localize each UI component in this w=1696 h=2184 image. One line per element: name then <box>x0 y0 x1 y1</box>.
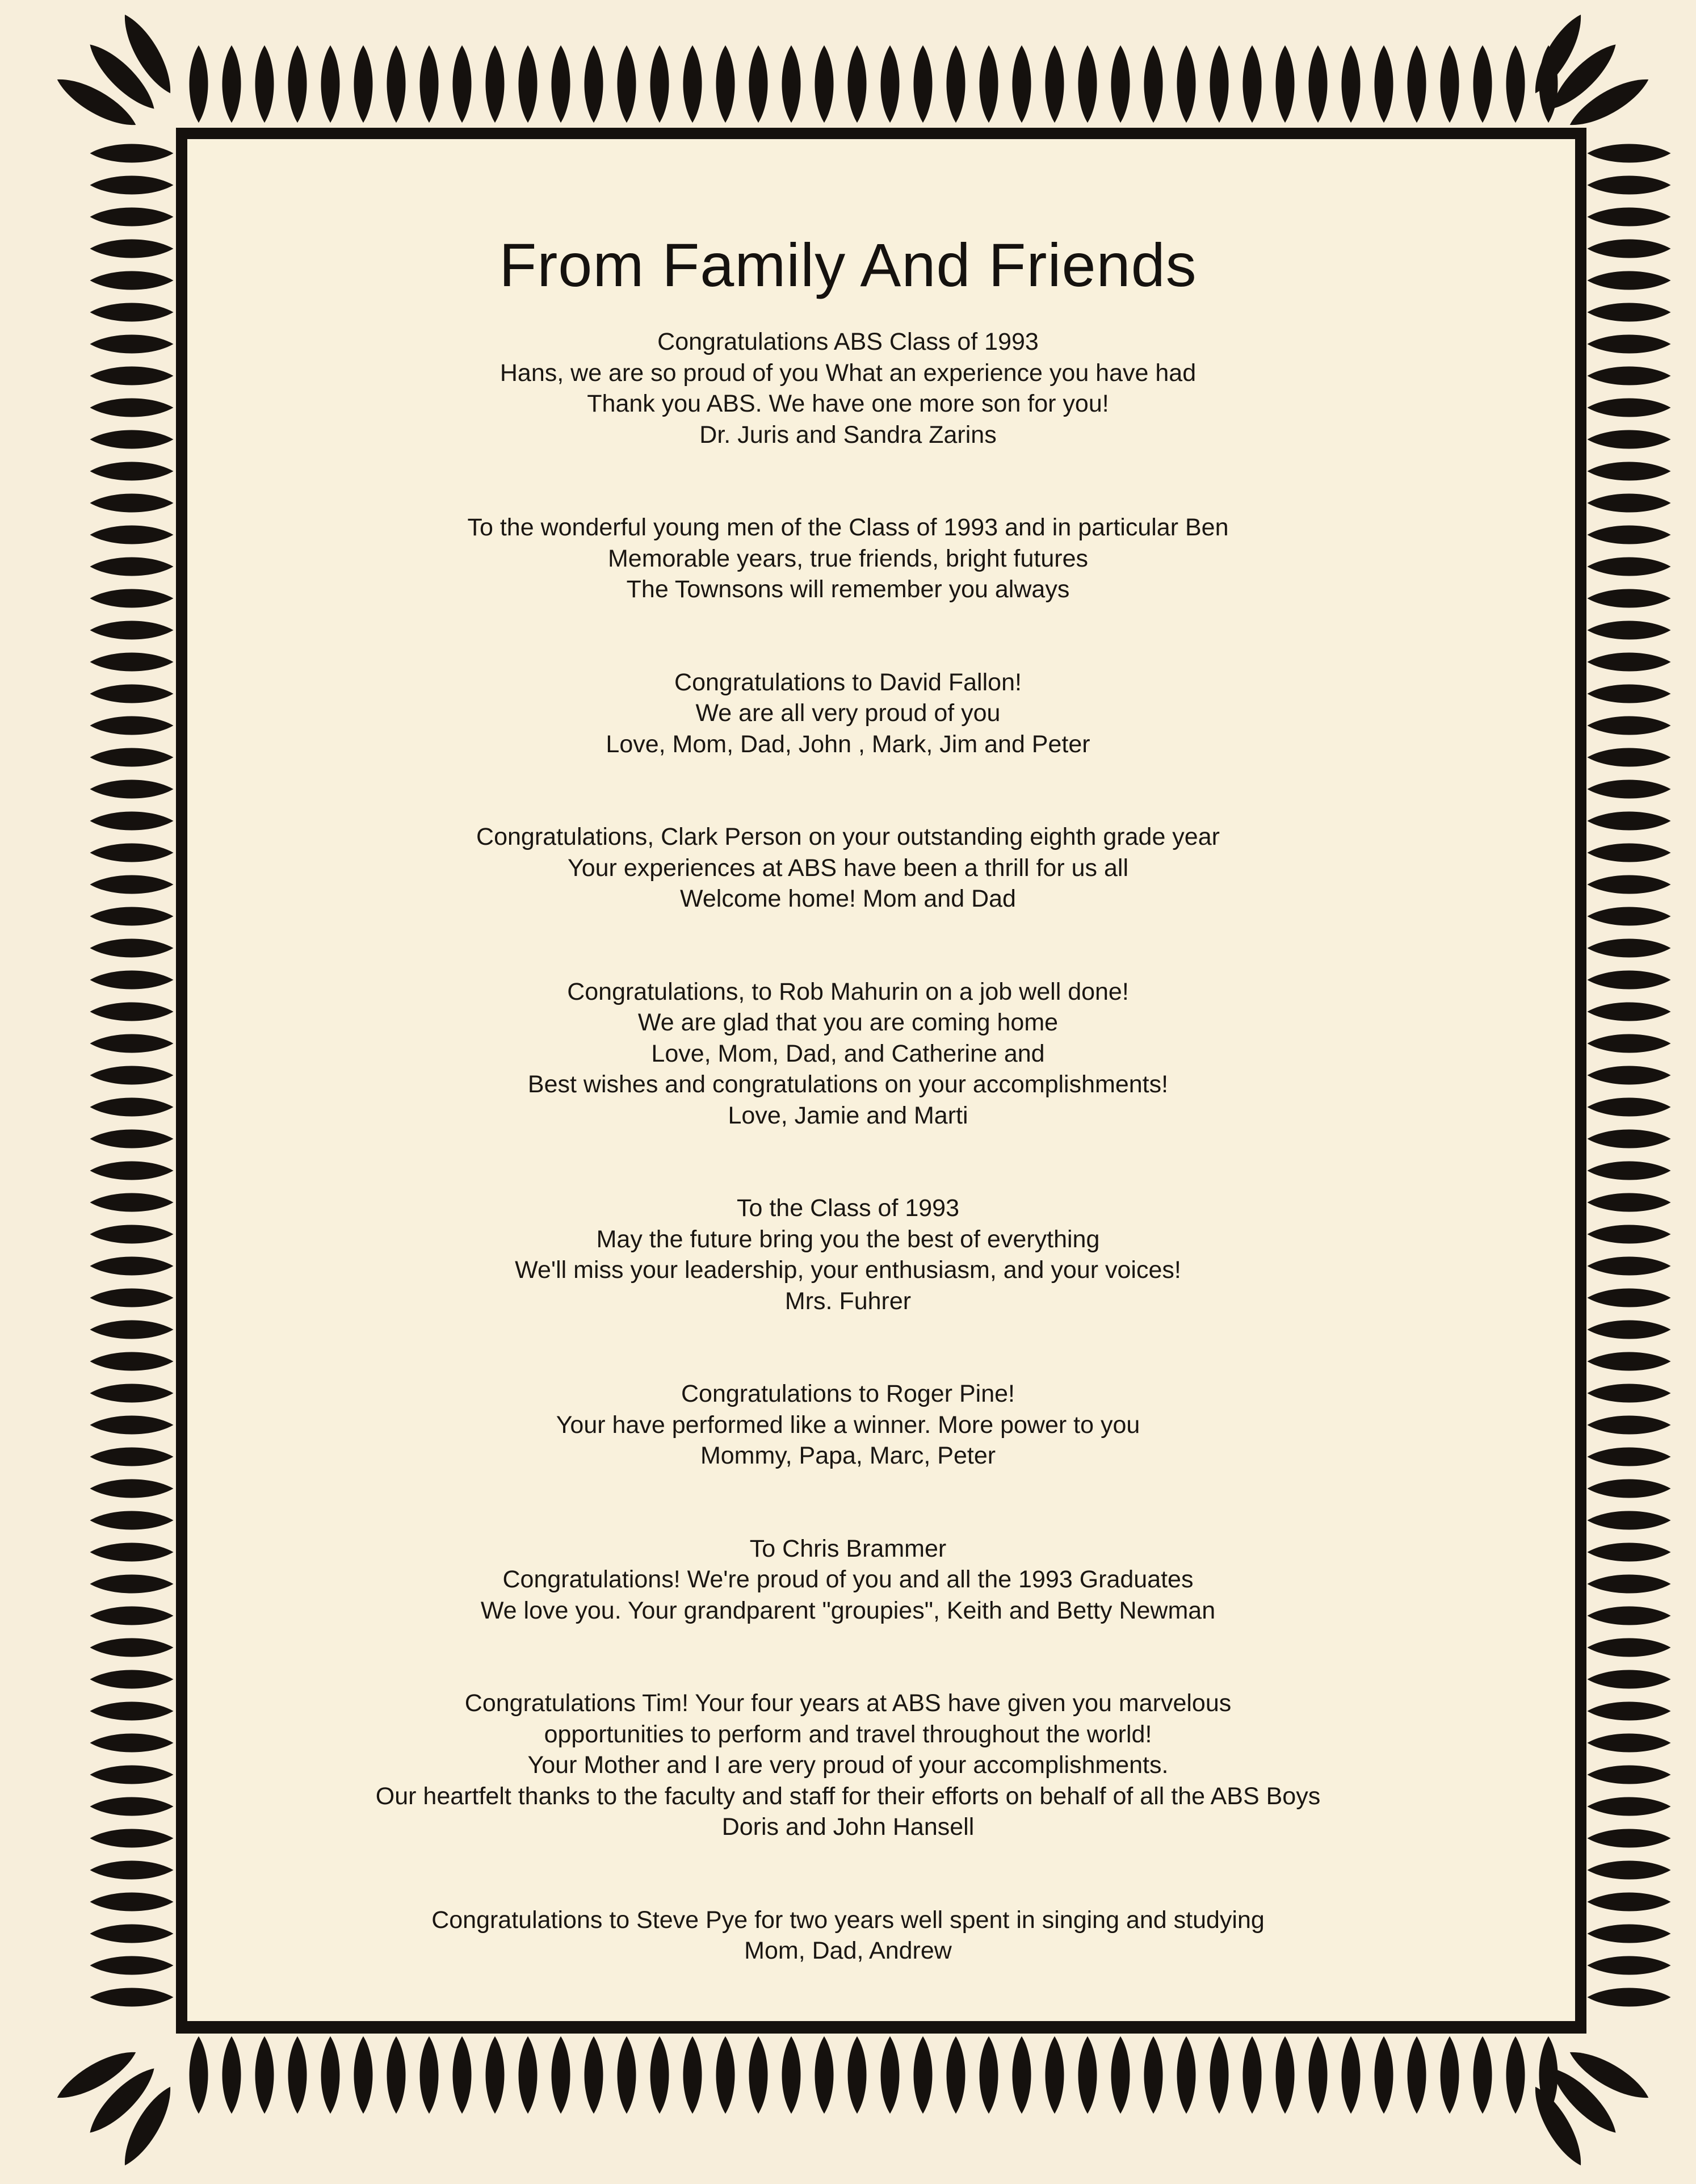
border-leaf <box>1588 1988 1671 2007</box>
border-leaf <box>1078 45 1097 123</box>
message-line: Congratulations! We're proud of you and all the 1993 Graduates <box>502 1566 1194 1593</box>
border-leaf <box>90 1988 174 2007</box>
border-leaf <box>1046 45 1064 123</box>
message-line: Love, Mom, Dad, and Catherine and <box>651 1039 1045 1067</box>
message-line: Hans, we are so proud of you What an experience you have had <box>499 359 1197 387</box>
border-leaf <box>453 45 472 123</box>
message-line: We are all very proud of you <box>695 699 1001 727</box>
border-leaf <box>585 45 603 123</box>
message-line: Love, Mom, Dad, John , Mark, Jim and Peter <box>606 730 1090 758</box>
border-leaf <box>1177 2036 1196 2114</box>
border-leaf <box>223 45 241 123</box>
border-leaf <box>288 45 307 123</box>
border-leaf <box>749 45 768 123</box>
border-leaf <box>980 45 998 123</box>
message-line: Our heartfelt thanks to the faculty and staff for their efforts on behalf of all the ABS Boys <box>375 1782 1321 1810</box>
message-line: Your experiences at ABS have been a thrill for us all <box>567 854 1128 882</box>
border-leaf <box>552 2036 570 2114</box>
message-block <box>0 821 1696 915</box>
border-leaf <box>321 2036 340 2114</box>
border-leaf <box>683 45 702 123</box>
border-leaf <box>223 2036 241 2114</box>
border-leaf <box>1210 45 1229 123</box>
border-leaf <box>190 45 208 123</box>
message-block <box>0 326 1696 450</box>
border-leaf <box>1078 2036 1097 2114</box>
border-leaf <box>618 45 636 123</box>
border-leaf <box>1441 45 1459 123</box>
border-leaf <box>255 2036 274 2114</box>
border-leaf <box>650 2036 669 2114</box>
border-leaf <box>1111 45 1130 123</box>
border-leaf <box>1588 144 1671 163</box>
border-leaf <box>881 45 900 123</box>
border-leaf <box>1309 2036 1328 2114</box>
border-leaf <box>782 2036 801 2114</box>
border-leaf <box>1177 45 1196 123</box>
border-leaf <box>716 2036 735 2114</box>
page-title: From Family And Friends <box>499 230 1197 300</box>
border-leaf <box>90 176 174 195</box>
border-leaf <box>848 45 867 123</box>
message-line: Welcome home! Mom and Dad <box>680 885 1016 912</box>
border-leaf <box>321 45 340 123</box>
border-leaf <box>1144 45 1163 123</box>
border-leaf <box>288 2036 307 2114</box>
message-line: We'll miss your leadership, your enthusiasm, and your voices! <box>515 1256 1181 1284</box>
border-leaf <box>1243 45 1262 123</box>
border-leaf <box>749 2036 768 2114</box>
message-line: To the Class of 1993 <box>736 1194 960 1222</box>
message-block <box>0 1533 1696 1627</box>
border-leaf <box>519 2036 538 2114</box>
border-leaf <box>387 45 406 123</box>
border-leaf <box>1276 2036 1295 2114</box>
message-line: opportunities to perform and travel throughout the world! <box>544 1720 1152 1748</box>
border-leaf <box>848 2036 867 2114</box>
border-leaf <box>420 2036 439 2114</box>
border-leaf <box>387 2036 406 2114</box>
border-leaf <box>90 144 174 163</box>
message-block <box>0 512 1696 605</box>
border-leaf <box>980 2036 998 2114</box>
message-line: Mrs. Fuhrer <box>784 1287 912 1315</box>
border-leaf <box>1013 45 1031 123</box>
border-leaf <box>1473 2036 1492 2114</box>
message-line: Congratulations to David Fallon! <box>674 668 1022 696</box>
border-leaf <box>486 2036 505 2114</box>
message-block <box>0 1688 1696 1843</box>
border-leaf <box>1588 176 1671 195</box>
border-leaf <box>1408 45 1426 123</box>
border-leaf <box>255 45 274 123</box>
border-leaf <box>1408 2036 1426 2114</box>
border-leaf <box>453 2036 472 2114</box>
message-line: Memorable years, true friends, bright futures <box>607 544 1089 572</box>
message-line: Congratulations Tim! Your four years at ABS have given you marvelous <box>464 1690 1232 1717</box>
border-leaf <box>914 45 933 123</box>
border-leaf <box>90 208 174 227</box>
border-leaf <box>1342 2036 1361 2114</box>
message-line: Congratulations ABS Class of 1993 <box>657 328 1039 355</box>
message-line: May the future bring you the best of everything <box>596 1225 1100 1253</box>
message-line: Doris and John Hansell <box>721 1813 975 1841</box>
message-block <box>0 667 1696 760</box>
border-leaf <box>1144 2036 1163 2114</box>
border-leaf <box>1342 45 1361 123</box>
message-block <box>0 1193 1696 1317</box>
message-line: Congratulations, Clark Person on your outstanding eighth grade year <box>476 823 1220 850</box>
border-leaf <box>1506 45 1525 123</box>
message-line: Mommy, Papa, Marc, Peter <box>700 1442 996 1469</box>
border-leaf <box>486 45 505 123</box>
border-leaf <box>1588 303 1671 322</box>
message-block <box>0 1905 1696 1967</box>
border-leaf <box>519 45 538 123</box>
border-leaf <box>552 45 570 123</box>
border-leaf <box>90 303 174 322</box>
border-leaf <box>354 45 373 123</box>
message-line: The Townsons will remember you always <box>626 576 1070 603</box>
border-leaf <box>1441 2036 1459 2114</box>
border-band <box>176 2021 1586 2034</box>
border-leaf <box>1473 45 1492 123</box>
message-line: Dr. Juris and Sandra Zarins <box>699 421 997 448</box>
border-leaf <box>716 45 735 123</box>
border-leaf <box>1243 2036 1262 2114</box>
border-leaf <box>1588 208 1671 227</box>
message-line: Congratulations, to Rob Mahurin on a job well done! <box>567 978 1129 1005</box>
message-line: Love, Jamie and Marti <box>728 1101 968 1129</box>
border-leaf <box>782 45 801 123</box>
message-line: Thank you ABS. We have one more son for you! <box>587 390 1109 417</box>
message-block <box>0 976 1696 1131</box>
border-leaf <box>650 45 669 123</box>
message-line: Your Mother and I are very proud of your accomplishments. <box>527 1751 1169 1779</box>
message-line: We love you. Your grandparent "groupies", Keith and Betty Newman <box>480 1596 1216 1624</box>
border-leaf <box>1111 2036 1130 2114</box>
message-line: To Chris Brammer <box>749 1535 947 1562</box>
border-band <box>176 128 1586 140</box>
border-leaf <box>815 45 834 123</box>
message-line: Your have performed like a winner. More power to you <box>556 1411 1140 1439</box>
border-leaf <box>881 2036 900 2114</box>
message-line: Best wishes and congratulations on your accomplishments! <box>527 1071 1169 1098</box>
border-leaf <box>683 2036 702 2114</box>
border-leaf <box>420 45 439 123</box>
message-line: Congratulations to Roger Pine! <box>681 1380 1015 1407</box>
messages-list <box>0 326 1696 1967</box>
border-leaf <box>1210 2036 1229 2114</box>
border-leaf <box>1046 2036 1064 2114</box>
border-leaf <box>914 2036 933 2114</box>
border-leaf <box>1013 2036 1031 2114</box>
message-line: To the wonderful young men of the Class of 1993 and in particular Ben <box>467 514 1229 541</box>
border-leaf <box>618 2036 636 2114</box>
border-leaf <box>190 2036 208 2114</box>
message-line: Mom, Dad, Andrew <box>744 1937 952 1964</box>
message-block <box>0 1378 1696 1472</box>
border-leaf <box>1375 45 1393 123</box>
border-leaf <box>354 2036 373 2114</box>
message-line: Congratulations to Steve Pye for two years well spent in singing and studying <box>431 1906 1265 1934</box>
border-leaf <box>947 2036 965 2114</box>
border-leaf <box>1506 2036 1525 2114</box>
message-line: We are glad that you are coming home <box>637 1009 1059 1036</box>
border-leaf <box>585 2036 603 2114</box>
border-leaf <box>1309 45 1328 123</box>
border-leaf <box>815 2036 834 2114</box>
border-leaf <box>1276 45 1295 123</box>
border-leaf <box>947 45 965 123</box>
border-leaf <box>1375 2036 1393 2114</box>
